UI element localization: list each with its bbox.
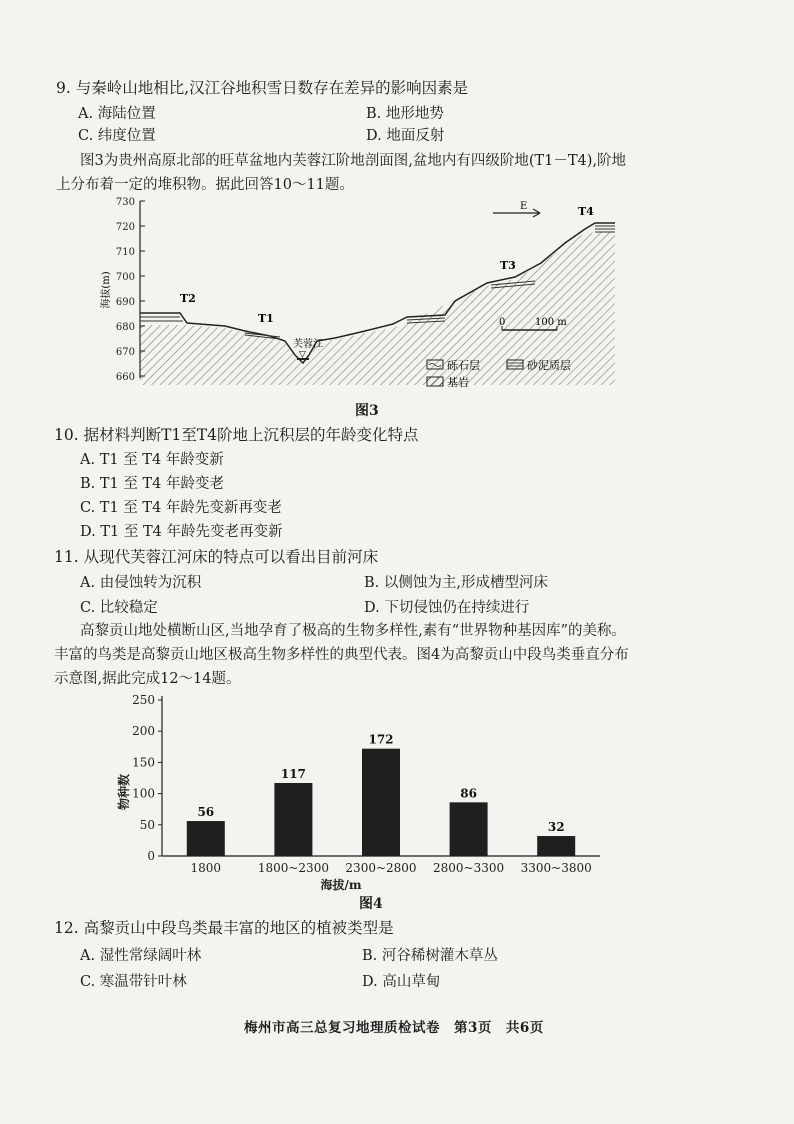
intro1-line1: 图3为贵州高原北部的旺草盆地内芙蓉江阶地剖面图,盆地内有四级阶地(T1－T4),阶地 [80, 153, 627, 169]
bar-value-label: 86 [460, 786, 477, 801]
direction-label: E [520, 201, 528, 212]
y-tick-670: 670 [115, 347, 135, 358]
scale-label-0: 0 [499, 317, 506, 328]
bar-value-label: 117 [280, 766, 306, 781]
bar [274, 783, 312, 856]
figure3-caption: 图3 [355, 403, 379, 419]
y-tick-660: 660 [115, 372, 135, 383]
bar [537, 836, 575, 856]
intro2-line2: 丰富的鸟类是高黎贡山地区极高生物多样性的典型代表。图4为高黎贡山中段鸟类垂直分布 [54, 647, 629, 663]
q11-option-b: B. 以侧蚀为主,形成槽型河床 [364, 575, 548, 591]
page-footer: 梅州市高三总复习地理质检试卷 第3页 共6页 [244, 1020, 544, 1036]
scale-label-100m: 100 m [535, 317, 567, 328]
q11-option-c: C. 比较稳定 [80, 600, 158, 616]
terrace-label-t2: T2 [180, 292, 196, 305]
y-axis-label: 海拔(m) [101, 271, 112, 309]
x-tick-label: 2300~2800 [345, 861, 417, 875]
x-tick-label: 1800~2300 [257, 861, 329, 875]
legend-gravel: 砾石层 [447, 359, 480, 372]
y-tick-label: 100 [132, 786, 155, 801]
x-tick-label: 1800 [190, 861, 222, 875]
q9-option-a: A. 海陆位置 [78, 106, 156, 122]
q10-option-b: B. T1 至 T4 年龄变老 [80, 476, 224, 492]
intro1-line2: 上分布着一定的堆积物。据此回答10～11题。 [56, 177, 354, 193]
terrace-label-t1: T1 [258, 312, 274, 325]
q12-option-b: B. 河谷稀树灌木草丛 [362, 948, 498, 964]
q11-option-d: D. 下切侵蚀仍在持续进行 [364, 600, 530, 616]
q9-option-b: B. 地形地势 [366, 106, 444, 122]
bar [187, 821, 225, 856]
river-marker-icon: ▽ [299, 350, 306, 360]
figure4-caption: 图4 [359, 896, 383, 912]
q10-stem: 10. 据材料判断T1至T4阶地上沉积层的年龄变化特点 [54, 426, 419, 444]
q12-option-a: A. 湿性常绿阔叶林 [80, 948, 202, 964]
q10-option-d: D. T1 至 T4 年龄先变老再变新 [80, 524, 283, 540]
bar-value-label: 32 [547, 820, 565, 835]
q11-option-a: A. 由侵蚀转为沉积 [80, 575, 202, 591]
y-tick-label: 200 [132, 724, 155, 739]
intro2-line3: 示意图,据此完成12～14题。 [54, 671, 241, 687]
y-tick-720: 720 [115, 222, 135, 233]
y-tick-label: 0 [147, 849, 155, 863]
q11-stem: 11. 从现代芙蓉江河床的特点可以看出目前河床 [54, 548, 379, 566]
y-axis-label: 物种数 [117, 773, 131, 810]
terrace-label-t4: T4 [578, 205, 594, 218]
intro2-line1: 高黎贡山地处横断山区,当地孕育了极高的生物多样性,素有“世界物种基因库”的美称。 [80, 623, 627, 639]
q12-option-c: C. 寒温带针叶林 [80, 974, 187, 990]
y-tick-680: 680 [115, 322, 135, 333]
q9-option-d: D. 地面反射 [366, 128, 445, 144]
x-tick-label: 2800~3300 [433, 861, 505, 875]
q9-stem: 9. 与秦岭山地相比,汉江谷地积雪日数存在差异的影响因素是 [56, 79, 469, 97]
q10-option-a: A. T1 至 T4 年龄变新 [80, 452, 224, 468]
y-tick-690: 690 [115, 297, 135, 308]
legend-bedrock: 基岩 [447, 376, 469, 389]
bar-value-label: 56 [197, 805, 215, 820]
y-tick-710: 710 [115, 247, 135, 258]
q12-stem: 12. 高黎贡山中段鸟类最丰富的地区的植被类型是 [54, 919, 394, 937]
legend-sand-mud: 砂泥质层 [527, 359, 571, 372]
y-tick-700: 700 [115, 272, 135, 283]
terrace-profile-figure [95, 195, 615, 395]
x-tick-label: 3300~3800 [520, 861, 592, 875]
y-tick-label: 150 [132, 755, 155, 770]
y-tick-label: 250 [132, 693, 155, 707]
q10-option-c: C. T1 至 T4 年龄先变新再变老 [80, 500, 282, 516]
terrace-label-t3: T3 [500, 259, 516, 272]
bar [450, 802, 488, 856]
y-tick-730: 730 [115, 197, 135, 208]
river-label: 芙蓉江 [293, 339, 323, 350]
east-arrow-icon [493, 209, 540, 217]
q12-option-d: D. 高山草甸 [362, 974, 441, 990]
q9-option-c: C. 纬度位置 [78, 128, 156, 144]
bar-value-label: 172 [368, 732, 394, 747]
bar [362, 749, 400, 856]
bird-species-bar-chart [100, 692, 620, 892]
y-tick-label: 50 [139, 817, 155, 832]
x-axis-label: 海拔/m [320, 878, 362, 892]
